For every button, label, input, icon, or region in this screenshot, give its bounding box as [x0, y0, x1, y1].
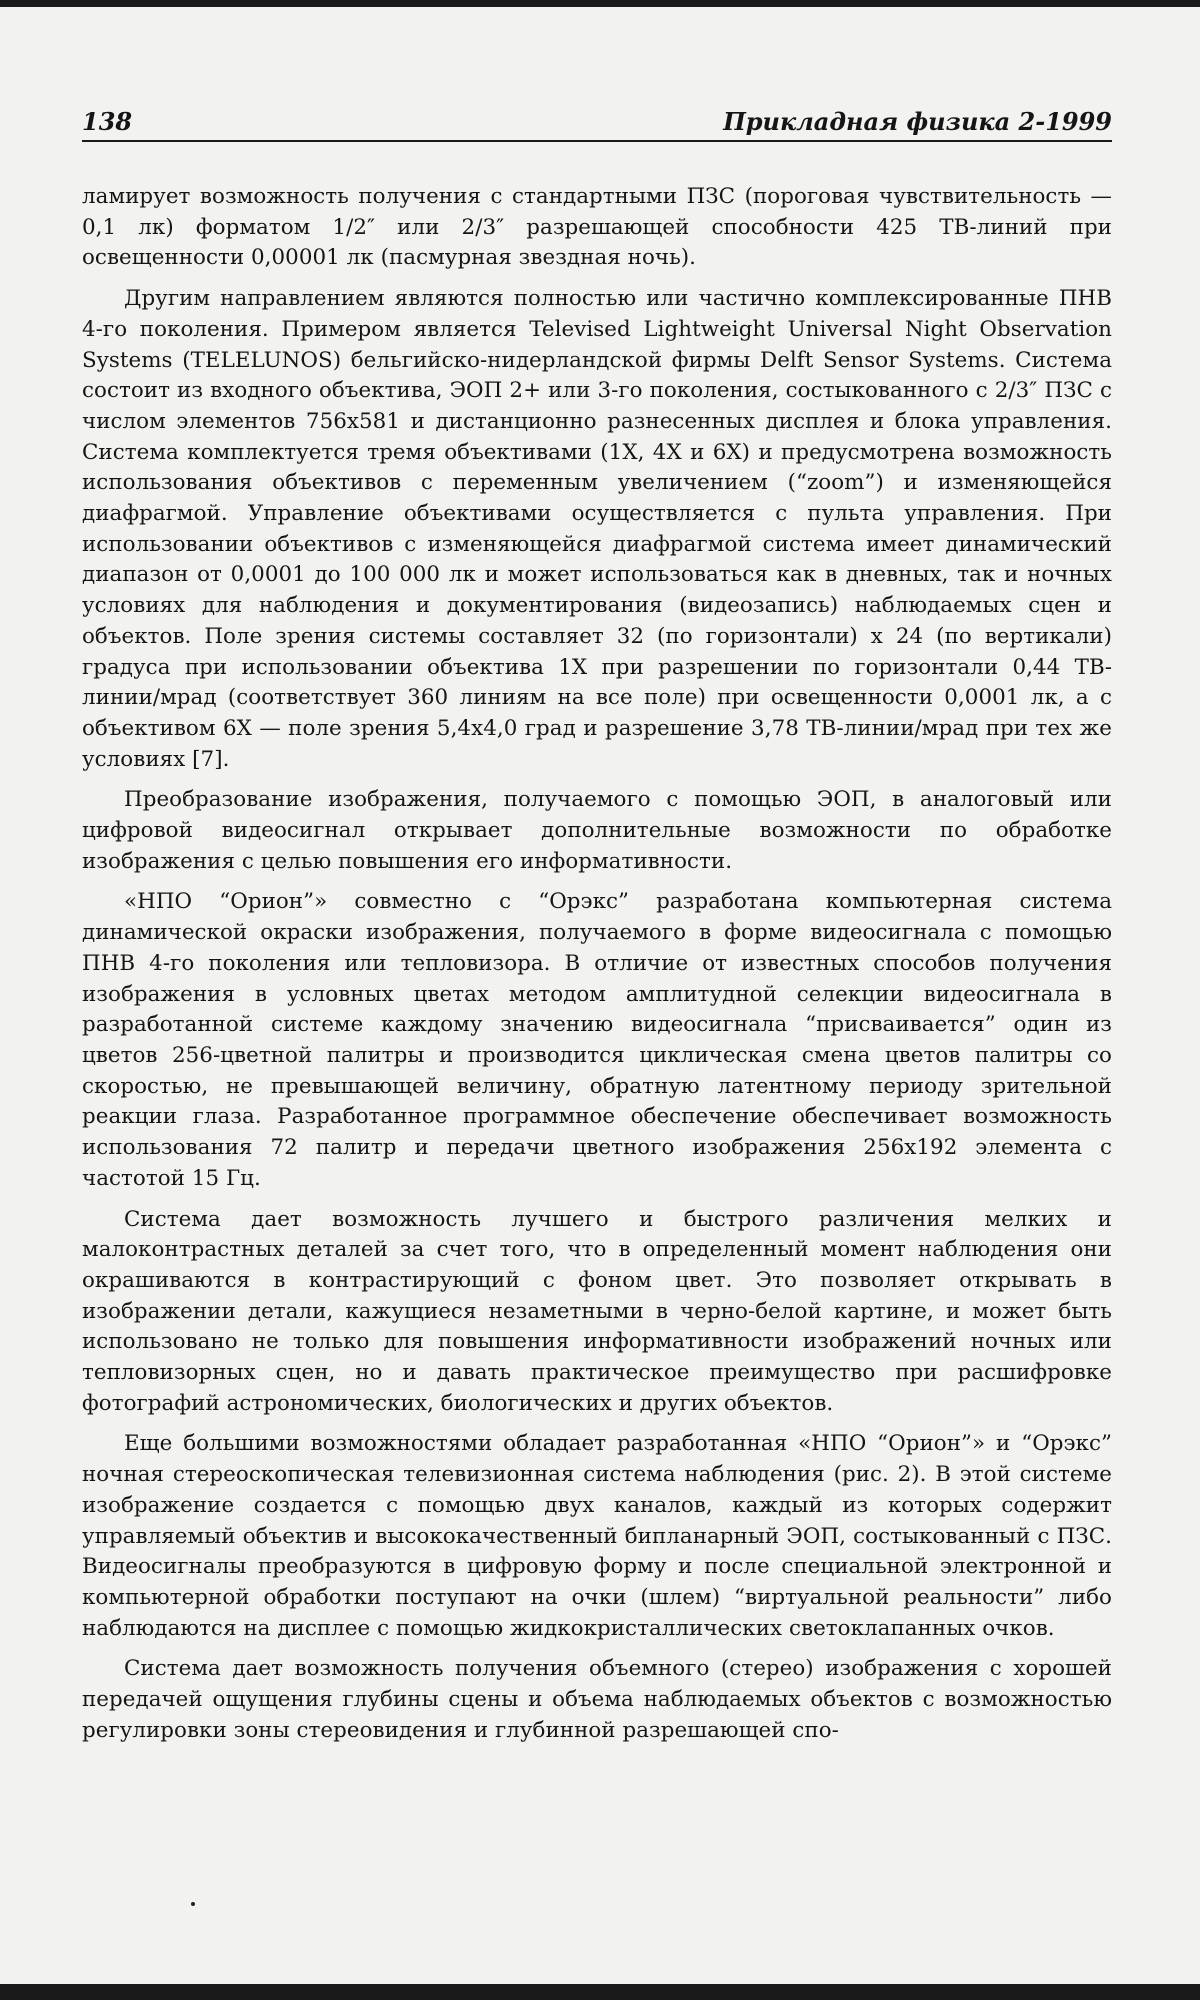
running-header	[82, 100, 1112, 142]
paragraph-telelunos: Другим направлением являются полностью или частично комплексированные ПНВ 4-го поколения. Примером является Televised Lightweight Universal Night Observation Systems (TELELUNOS) бельгийско-нидерландской фирмы Delft Sensor Systems. Система состоит из входного объектива, ЭОП 2+ или 3-го поколения, состыкованного с 2/3″ ПЗС с числом элементов 756x581 и дистанционно разнесенных дисплея и блока управления. Система комплектуется тремя объективами (1X, 4X и 6X) и предусмотрена возможность использования объективов с переменным увеличением (“zoom”) и изменяющейся диафрагмой. Управление объективами осуществляется с пульта управления. При использовании объективов с изменяющейся диафрагмой система имеет динамический диапазон от 0,0001 до 100 000 лк и может использоваться как в дневных, так и ночных условиях для наблюдения и документирования (видеозапись) наблюдаемых сцен и объектов. Поле зрения системы составляет 32 (по горизонтали) x 24 (по вертикали) градуса при использовании объектива 1X при разрешении по горизонтали 0,44 ТВ-линии/мрад (соответствует 360 линиям на все поле) при освещенности 0,0001 лк, а с объективом 6X — поле зрения 5,4x4,0 град и разрешение 3,78 ТВ-линии/мрад при тех же условиях [7].	[82, 286, 1112, 772]
paragraph-stereo-system: Еще большими возможностями обладает разработанная «НПО “Орион”» и “Орэкс” ночная стереоскопическая телевизионная система наблюдения (рис. 2). В этой системе изображение создается с помощью двух каналов, каждый из которых содержит управляемый объектив и высококачественный бипланарный ЭОП, состыкованный с ПЗС. Видеосигналы преобразуются в цифровую форму и после специальной электронной и компьютерной обработки поступают на очки (шлем) “виртуальной реальности” либо наблюдаются на дисплее с помощью жидкокристаллических светоклапанных очков.	[82, 1431, 1112, 1641]
bottom-scan-border	[0, 1984, 1200, 2000]
paragraph-image-conversion: Преобразование изображения, получаемого с помощью ЭОП, в аналоговый или цифровой видеосигнал открывает дополнительные возможности по обработке изображения с целью повышения его информативности.	[82, 787, 1112, 874]
top-scan-border	[0, 0, 1200, 7]
article-body	[82, 182, 1112, 1746]
scan-speck	[191, 1902, 195, 1906]
journal-page	[82, 100, 1112, 1756]
journal-title: Прикладная физика 2-1999	[723, 107, 1112, 136]
page-number: 138	[82, 107, 133, 136]
paragraph-continuation: ламирует возможность получения с стандартными ПЗС (пороговая чувствительность — 0,1 лк) форматом 1/2″ или 2/3″ разрешающей способности 425 ТВ-линий при освещенности 0,00001 лк (пасмурная звездная ночь).	[82, 184, 1112, 271]
paragraph-stereo-capabilities: Система дает возможность получения объемного (стерео) изображения с хорошей передачей ощущения глубины сцены и объема наблюдаемых объектов с возможностью регулировки зоны стереовидения и глубинной разрешающей спо-	[82, 1656, 1112, 1743]
paragraph-color-system: «НПО “Орион”» совместно с “Орэкс” разработана компьютерная система динамической окраски изображения, получаемого в форме видеосигнала с помощью ПНВ 4-го поколения или тепловизора. В отличие от известных способов получения изображения в условных цветах методом амплитудной селекции видеосигнала в разработанной системе каждому значению видеосигнала “присваивается” один из цветов 256-цветной палитры и производится циклическая смена цветов палитры со скоростью, не превышающей величину, обратную латентному периоду зрительной реакции глаза. Разработанное программное обеспечение обеспечивает возможность использования 72 палитр и передачи цветного изображения 256x192 элемента с частотой 15 Гц.	[82, 889, 1112, 1191]
paragraph-contrast-details: Система дает возможность лучшего и быстрого различения мелких и малоконтрастных деталей за счет того, что в определенный момент наблюдения они окрашиваются в контрастирующий с фоном цвет. Это позволяет открывать в изображении детали, кажущиеся незаметными в черно-белой картине, и может быть использовано не только для повышения информативности изображений ночных или тепловизорных сцен, но и давать практическое преимущество при расшифровке фотографий астрономических, биологических и других объектов.	[82, 1206, 1112, 1416]
